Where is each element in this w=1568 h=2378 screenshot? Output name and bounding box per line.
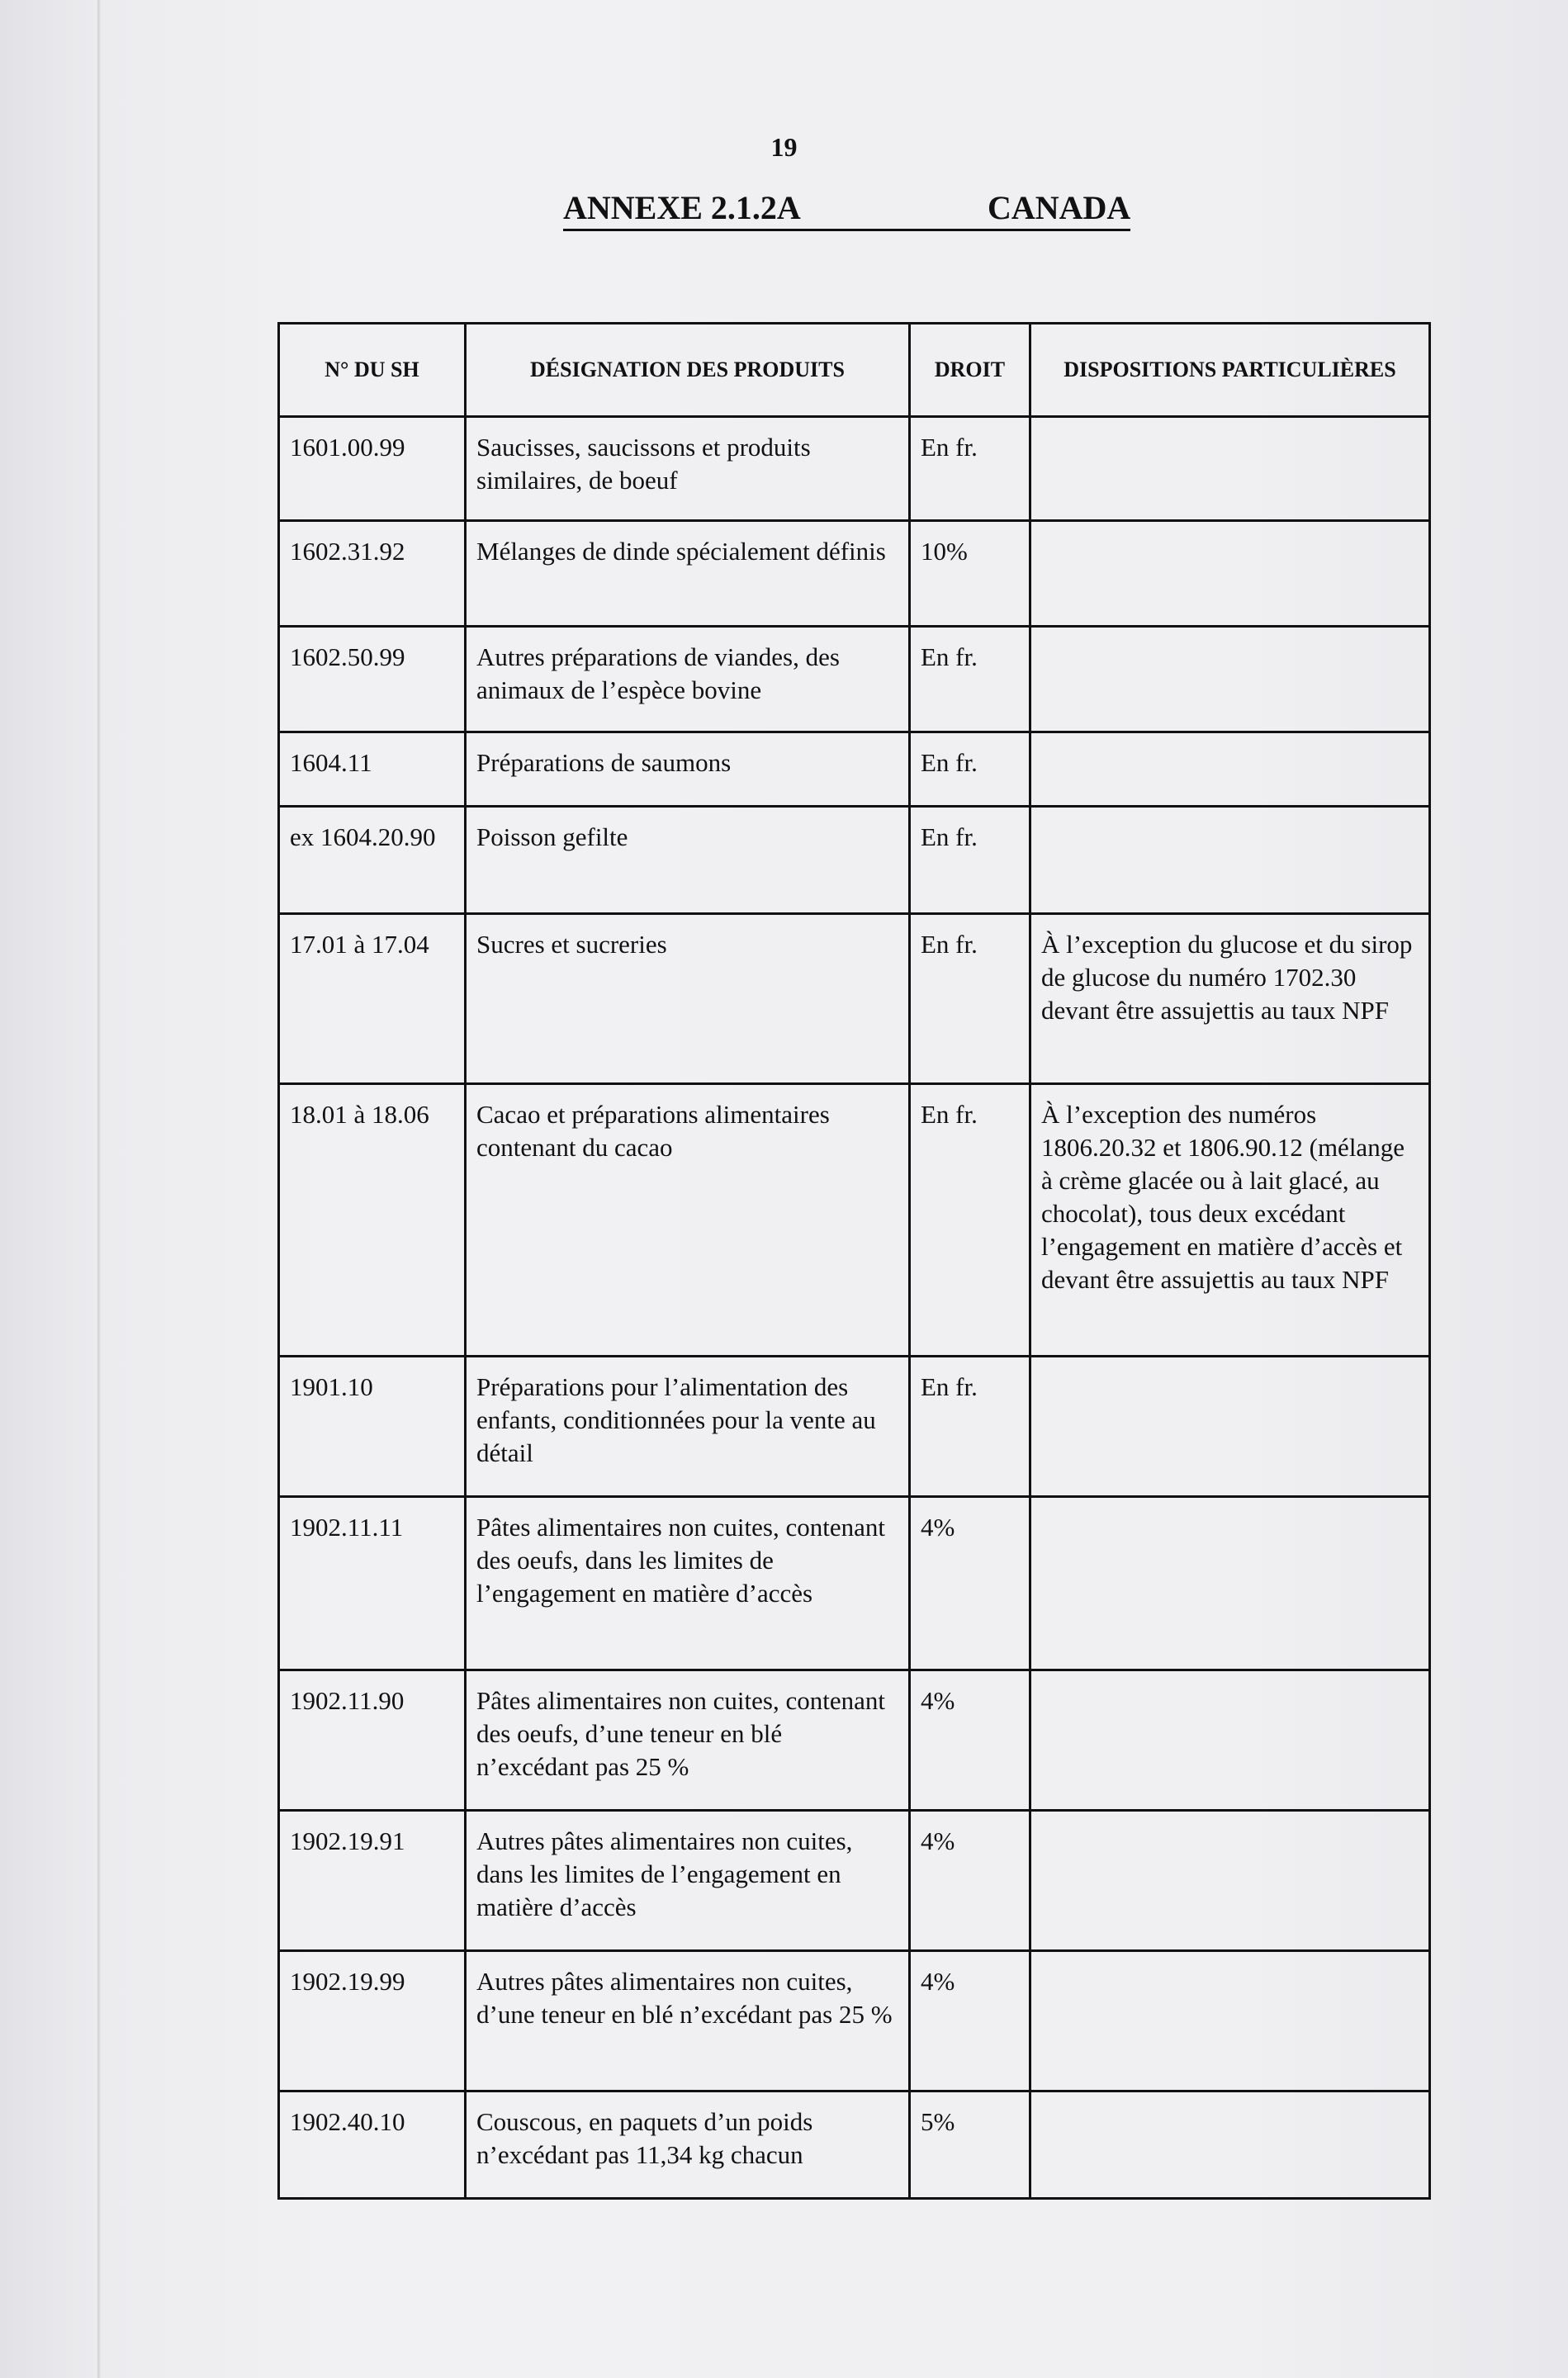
table-row <box>279 732 1430 807</box>
header-hs-number: N° DU SH <box>279 324 466 417</box>
cell-hs: 1601.00.99 <box>279 417 466 521</box>
cell-hs: 17.01 à 17.04 <box>279 914 466 1084</box>
cell-duty: En fr. <box>910 417 1030 521</box>
cell-designation: Pâtes alimentaires non cuites, contenant des oeufs, d’une teneur en blé n’excédant pas 25 % <box>466 1670 910 1811</box>
cell-hs: 1901.10 <box>279 1357 466 1497</box>
cell-duty: 4% <box>910 1811 1030 1951</box>
cell-provisions <box>1030 732 1430 807</box>
annex-title: ANNEXE 2.1.2A <box>563 188 1026 231</box>
cell-designation: Autres préparations de viandes, des animaux de l’espèce bovine <box>466 627 910 732</box>
table-row <box>279 1084 1430 1357</box>
page-number: 19 <box>770 132 798 162</box>
cell-hs: 18.01 à 18.06 <box>279 1084 466 1357</box>
cell-provisions <box>1030 417 1430 521</box>
cell-designation: Préparations de saumons <box>466 732 910 807</box>
cell-hs: ex 1604.20.90 <box>279 807 466 914</box>
table-row <box>279 807 1430 914</box>
cell-duty: En fr. <box>910 1084 1030 1357</box>
header-provisions: DISPOSITIONS PARTICULIÈRES <box>1030 324 1430 417</box>
cell-hs: 1902.19.91 <box>279 1811 466 1951</box>
cell-provisions <box>1030 521 1430 627</box>
country-title: CANADA <box>988 188 1130 231</box>
table-row <box>279 1811 1430 1951</box>
cell-designation: Autres pâtes alimentaires non cuites, d’une teneur en blé n’excédant pas 25 % <box>466 1951 910 2091</box>
cell-provisions: À l’exception du glucose et du sirop de glucose du numéro 1702.30 devant être assujettis au taux NPF <box>1030 914 1430 1084</box>
document-title <box>0 188 1568 230</box>
cell-hs: 1902.11.11 <box>279 1497 466 1670</box>
cell-duty: 4% <box>910 1497 1030 1670</box>
cell-duty: 5% <box>910 2091 1030 2199</box>
cell-duty: En fr. <box>910 914 1030 1084</box>
cell-hs: 1902.11.90 <box>279 1670 466 1811</box>
cell-provisions: À l’exception des numéros 1806.20.32 et 1806.90.12 (mélange à crème glacée ou à lait glacé, au chocolat), tous deux excédant l’engagement en matière d’accès et devant être assujettis au taux NPF <box>1030 1084 1430 1357</box>
cell-designation: Pâtes alimentaires non cuites, contenant des oeufs, dans les limites de l’engagement en matière d’accès <box>466 1497 910 1670</box>
cell-hs: 1604.11 <box>279 732 466 807</box>
cell-provisions <box>1030 1951 1430 2091</box>
cell-duty: En fr. <box>910 732 1030 807</box>
table-row <box>279 521 1430 627</box>
cell-duty: 4% <box>910 1951 1030 2091</box>
cell-designation: Préparations pour l’alimentation des enfants, conditionnées pour la vente au détail <box>466 1357 910 1497</box>
cell-designation: Poisson gefilte <box>466 807 910 914</box>
cell-provisions <box>1030 807 1430 914</box>
cell-duty: 10% <box>910 521 1030 627</box>
tariff-table <box>277 322 1431 2200</box>
cell-designation: Cacao et préparations alimentaires contenant du cacao <box>466 1084 910 1357</box>
cell-provisions <box>1030 1497 1430 1670</box>
table-row <box>279 627 1430 732</box>
cell-hs: 1602.31.92 <box>279 521 466 627</box>
cell-hs: 1902.19.99 <box>279 1951 466 2091</box>
cell-hs: 1602.50.99 <box>279 627 466 732</box>
table-header-row <box>279 324 1430 417</box>
cell-provisions <box>1030 1670 1430 1811</box>
cell-designation: Sucres et sucreries <box>466 914 910 1084</box>
cell-designation: Mélanges de dinde spécialement définis <box>466 521 910 627</box>
cell-designation: Couscous, en paquets d’un poids n’excédant pas 11,34 kg chacun <box>466 2091 910 2199</box>
cell-hs: 1902.40.10 <box>279 2091 466 2199</box>
table-row <box>279 1357 1430 1497</box>
table-row <box>279 417 1430 521</box>
table-row <box>279 1951 1430 2091</box>
table-row <box>279 914 1430 1084</box>
cell-duty: En fr. <box>910 1357 1030 1497</box>
cell-provisions <box>1030 1357 1430 1497</box>
table-row <box>279 2091 1430 2199</box>
cell-duty: En fr. <box>910 627 1030 732</box>
cell-designation: Autres pâtes alimentaires non cuites, dans les limites de l’engagement en matière d’accès <box>466 1811 910 1951</box>
header-duty: DROIT <box>910 324 1030 417</box>
cell-duty: 4% <box>910 1670 1030 1811</box>
cell-provisions <box>1030 2091 1430 2199</box>
cell-designation: Saucisses, saucissons et produits similaires, de boeuf <box>466 417 910 521</box>
cell-provisions <box>1030 1811 1430 1951</box>
table-row <box>279 1497 1430 1670</box>
cell-provisions <box>1030 627 1430 732</box>
page-fold-shadow <box>97 0 101 2378</box>
table-row <box>279 1670 1430 1811</box>
cell-duty: En fr. <box>910 807 1030 914</box>
header-designation: DÉSIGNATION DES PRODUITS <box>466 324 910 417</box>
